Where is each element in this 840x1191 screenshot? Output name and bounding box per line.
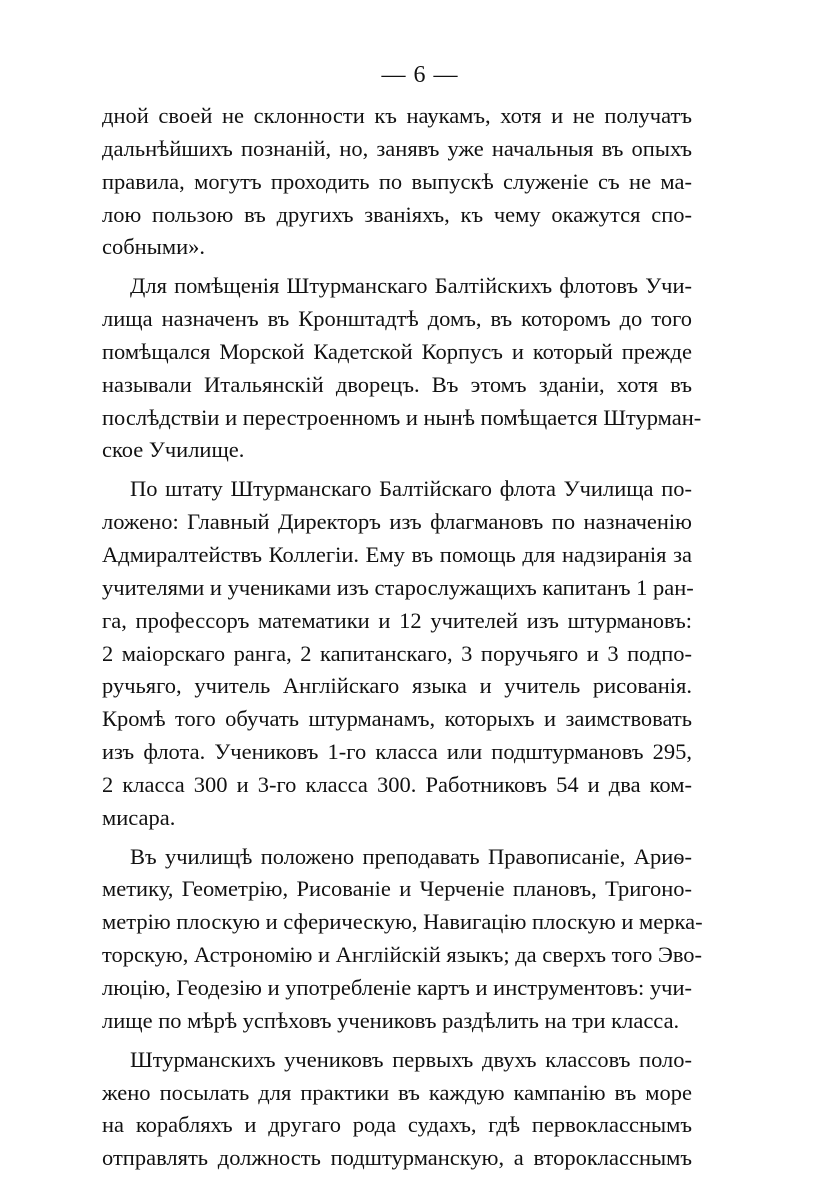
- text-line-25: метрію плоскую и сферическую, Навигацію плоскую и мерка-: [102, 909, 703, 935]
- text-line-14: Адмиралтействъ Коллегіи. Ему въ помощь для надзиранія за: [102, 542, 692, 567]
- text-line-9: называли Итальянскій дворецъ. Въ этомъ зданіи, хотя въ: [102, 371, 692, 397]
- text-line-18: ручьяго, учитель Англійскаго языка и учитель рисованія.: [102, 673, 692, 699]
- text-line-24: метику, Геометрію, Рисованіе и Черченіе плановъ, Тригоно-: [102, 876, 692, 902]
- text-line-32: отправлять должность подштурманскую, а второкласснымъ: [102, 1145, 692, 1171]
- text-line-15: учителями и учениками изъ старослужащихъ капитанъ 1 ран-: [102, 574, 694, 600]
- text-line-28: лище по мѣрѣ успѣховъ учениковъ раздѣлить на три класса.: [102, 1007, 680, 1033]
- text-line-17: 2 маіорскаго ранга, 2 капитанскаго, 3 поручьяго и 3 подпо-: [102, 640, 692, 666]
- text-line-7: лища назначенъ въ Кронштадтѣ домъ, въ которомъ до того: [102, 306, 692, 332]
- text-line-2: дальнѣйшихъ познаній, но, занявъ уже начальныя въ опыхъ: [102, 135, 692, 161]
- text-line-10: послѣдствіи и перестроенномъ и нынѣ помѣщается Штурман-: [102, 404, 702, 430]
- text-line-13: ложено: Главный Директоръ изъ флагмановъ по назначенію: [102, 509, 692, 535]
- text-line-12: По штату Штурманскаго Балтійскаго флота Училища по-: [130, 476, 692, 502]
- text-line-31: на корабляхъ и другаго рода судахъ, гдѣ первокласснымъ: [102, 1112, 692, 1138]
- text-line-29: Штурманскихъ учениковъ первыхъ двухъ классовъ поло-: [130, 1046, 692, 1072]
- text-line-6: Для помѣщенія Штурманскаго Балтійскихъ флотовъ Учи-: [130, 273, 692, 299]
- text-line-30: жено посылать для практики въ каждую кампанію въ море: [102, 1079, 692, 1105]
- text-line-8: помѣщался Морской Кадетской Корпусъ и который прежде: [102, 338, 692, 364]
- text-line-3: правила, могутъ проходить по выпускѣ служеніе съ не ма-: [102, 168, 692, 194]
- text-line-4: лою пользою въ другихъ званіяхъ, къ чему окажутся спо-: [102, 201, 692, 227]
- text-line-1: дной своей не склонности къ наукамъ, хотя и не получатъ: [102, 103, 692, 128]
- text-line-19: Кромѣ того обучать штурманамъ, которыхъ и заимствовать: [102, 706, 692, 732]
- text-line-26: торскую, Астрономію и Англійскій языкъ; да сверхъ того Эво-: [102, 942, 703, 968]
- text-line-16: га, профессоръ математики и 12 учителей изъ штурмановъ:: [102, 607, 692, 633]
- text-line-23: Въ училищѣ положено преподавать Правописаніе, Ариѳ-: [130, 843, 692, 869]
- text-line-21: 2 класса 300 и 3-го класса 300. Работниковъ 54 и два ком-: [102, 771, 692, 797]
- page-number-header: — 6 —: [381, 62, 459, 88]
- text-line-20: изъ флота. Учениковъ 1-го класса или подштурмановъ 295,: [102, 739, 692, 764]
- text-line-5: собными».: [102, 234, 205, 260]
- text-line-27: люцію, Геодезію и употребленіе картъ и инструментовъ: учи-: [102, 974, 692, 1000]
- text-line-11: ское Училище.: [102, 437, 245, 463]
- text-line-22: мисара.: [102, 804, 176, 830]
